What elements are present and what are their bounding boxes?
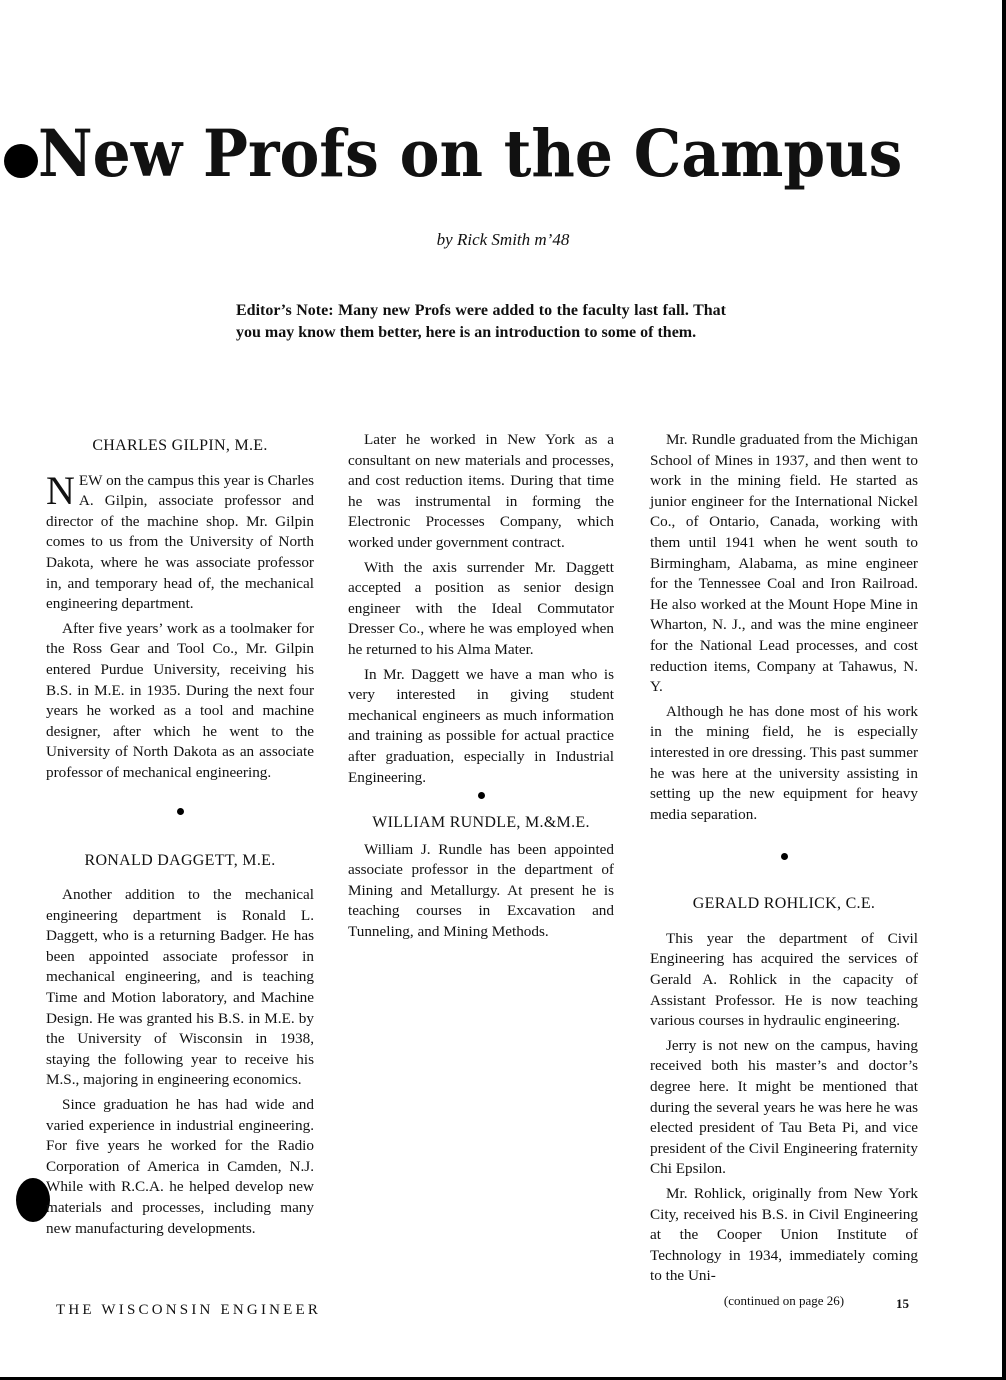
daggett-paragraph-3: Later he worked in New York as a consultant on new materials and processes, and cost reduction items. During that time he was instrumental in forming the Electronic Processes Company, which worked under government contract. bbox=[348, 431, 614, 551]
gilpin-paragraph-2: After five years’ work as a toolmaker for the Ross Gear and Tool Co., Mr. Gilpin entered Purdue University, receiving his B.S. in M.E. in 1935. During the next four years he worked as a tool and machine designer, after which he went to the University of North Dakota as an associate professor of mechanical engineering. bbox=[46, 619, 314, 781]
binder-hole-bottom bbox=[16, 1178, 50, 1222]
section-separator-dot bbox=[478, 792, 485, 799]
daggett-paragraph-5: In Mr. Daggett we have a man who is very interested in giving student mechanical engineers as much information and training as possible for actual practice after graduation, especially in Industrial Engineering. bbox=[348, 665, 614, 786]
publication-name: THE WISCONSIN ENGINEER bbox=[56, 1302, 322, 1318]
editors-note-label: Editor’s Note: bbox=[236, 302, 334, 319]
column-2 bbox=[348, 430, 614, 947]
column-1 bbox=[46, 430, 314, 1243]
rundle-paragraph-2: Mr. Rundle graduated from the Michigan School of Mines in 1937, and then went to work in the mining field. He started as junior engineer for the International Nickel Co., of Ontario, Canada, working with them until 1941 when he went south to Birmingham, Alabama, as mine engineer for the Tennessee Coal and Iron Railroad. He also worked at the Mount Hope Mine in Wharton, N. J., and was the mine engineer for the National Lead processes, and cost reduction items, Company at Tahawus, N. Y. bbox=[650, 431, 918, 696]
page-number: 15 bbox=[896, 1296, 909, 1311]
rohlick-paragraph-3: Mr. Rohlick, originally from New York City, received his B.S. in Civil Engineering at the Cooper Union Institute of Technology in 1934, immediately coming to the Uni- bbox=[650, 1185, 918, 1285]
article-byline: by Rick Smith m’48 bbox=[436, 230, 570, 249]
rohlick-paragraph-1: This year the department of Civil Engineering has acquired the services of Gerald A. Rohlick in the capacity of Assistant Professor. He is now teaching various courses in hydraulic engineering. bbox=[650, 929, 918, 1030]
scan-edge-right bbox=[1002, 0, 1006, 1380]
drop-cap: N bbox=[46, 467, 75, 513]
continued-note: (continued on page 26) bbox=[723, 1292, 845, 1308]
editors-note-text: Many new Profs were added to the faculty last fall. That you may know them better, here is an introduction to some of them. bbox=[236, 302, 726, 341]
rundle-paragraph-1: William J. Rundle has been appointed associate professor in the department of Mining and Metallurgy. At present he is teaching courses in Excavation and Tunneling, and Mining Methods. bbox=[348, 840, 614, 941]
gilpin-paragraph-1 bbox=[46, 467, 314, 615]
binder-hole-top bbox=[4, 144, 38, 178]
rohlick-paragraph-2: Jerry is not new on the campus, having received both his master’s and doctor’s degree here. It might be mentioned that during the several years he was here he was elected president of Tau Beta Pi, and vice president of the Civil Engineering fraternity Chi Epsilon. bbox=[650, 1036, 918, 1178]
editors-note bbox=[236, 300, 726, 344]
daggett-paragraph-2: Since graduation he has had wide and varied experience in industrial engineering. For five years he worked for the Radio Corporation of America in Camden, N.J. While with R.C.A. he helped develop new materials and processes, including many new manufacturing developments. bbox=[46, 1096, 314, 1237]
rohlick-heading: GERALD ROHLICK, C.E. bbox=[692, 895, 876, 913]
rundle-paragraph-3: Although he has done most of his work in the mining field, he is especially interested in ore dressing. This past summer he was here at the university assisting in setting up the new equipment for heavy media separation. bbox=[650, 702, 918, 823]
daggett-paragraph-1: Another addition to the mechanical engineering department is Ronald L. Daggett, who is a returning Badger. He has been appointed associate professor in mechanical engineering, and is teaching Time and Motion laboratory, and Machine Design. He was granted his B.S. in M.E. by the University of Wisconsin in 1938, staying the following year to receive his M.S., majoring in engineering economics. bbox=[46, 886, 314, 1089]
article-title: New Profs on the Campus bbox=[38, 116, 903, 192]
gilpin-heading: CHARLES GILPIN, M.E. bbox=[92, 437, 268, 454]
column-3 bbox=[650, 430, 918, 1316]
section-separator-dot bbox=[177, 808, 184, 815]
daggett-paragraph-4: With the axis surrender Mr. Daggett accepted a position as senior design engineer with the Ideal Commutator Dresser Co., where he was employed when he returned to his Alma Mater. bbox=[348, 558, 614, 658]
gilpin-paragraph-1-text: EW on the campus this year is Charles A. Gilpin, associate professor and director of the machine shop. Mr. Gilpin comes to us from the University of North Dakota, where he was associate professor in, and temporary head of, the mechanical engineering department. bbox=[46, 471, 314, 613]
daggett-heading: RONALD DAGGETT, M.E. bbox=[84, 851, 276, 869]
rundle-heading: WILLIAM RUNDLE, M.&M.E. bbox=[372, 814, 590, 832]
section-separator-dot bbox=[781, 853, 788, 860]
